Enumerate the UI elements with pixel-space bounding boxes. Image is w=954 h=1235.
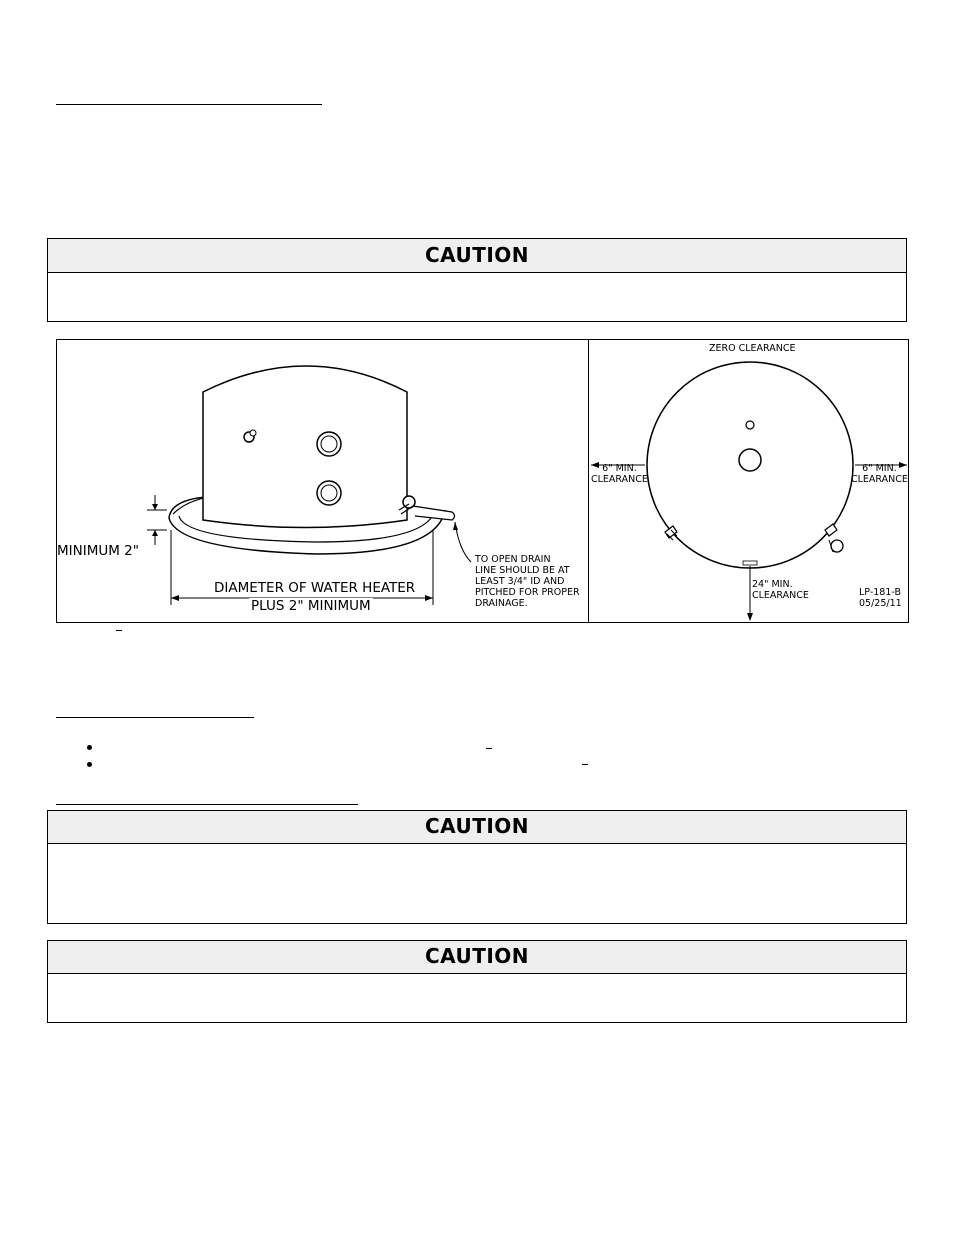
section-heading-underline	[56, 717, 254, 718]
drain-note-line: LEAST 3/4" ID AND	[475, 576, 565, 587]
diameter-label-line1: DIAMETER OF WATER HEATER	[214, 580, 416, 596]
zero-clearance-label: ZERO CLEARANCE	[709, 343, 796, 354]
caution-header	[48, 239, 906, 273]
drain-note-line: LINE SHOULD BE AT	[475, 565, 570, 576]
right-clearance-line: 6" MIN.	[862, 463, 897, 474]
caution-label: CAUTION	[424, 944, 530, 968]
drain-note-line: TO OPEN DRAIN	[475, 554, 551, 565]
drawing-reference	[859, 587, 902, 609]
bottom-clearance-line: CLEARANCE	[752, 590, 809, 601]
diameter-label-line2: PLUS 2" MINIMUM	[251, 598, 371, 614]
caution-box-3	[47, 940, 907, 1023]
section-heading-underline	[56, 104, 322, 105]
text-mark	[582, 764, 588, 765]
left-clearance-label	[591, 463, 648, 485]
caution-box-2	[47, 810, 907, 924]
drain-note-line: PITCHED FOR PROPER	[475, 587, 580, 598]
right-clearance-label	[851, 463, 908, 485]
caution-label: CAUTION	[424, 814, 530, 838]
bullet-marker	[87, 762, 92, 767]
text-mark	[116, 630, 122, 631]
bullet-marker	[87, 745, 92, 750]
section-heading-underline	[56, 804, 358, 805]
drain-note	[475, 554, 580, 609]
bottom-clearance-line: 24" MIN.	[752, 579, 793, 590]
bottom-clearance-label	[752, 579, 809, 601]
text-mark	[486, 748, 492, 749]
drain-note-line: DRAINAGE.	[475, 598, 528, 609]
right-clearance-line: CLEARANCE	[851, 474, 908, 485]
caution-header	[48, 941, 906, 974]
drawing-id: LP-181-B	[859, 587, 901, 598]
minimum-2-label: MINIMUM 2"	[57, 543, 139, 559]
drawing-date: 05/25/11	[859, 598, 902, 609]
caution-header	[48, 811, 906, 844]
caution-box-1	[47, 238, 907, 322]
left-clearance-line: CLEARANCE	[591, 474, 648, 485]
caution-label: CAUTION	[424, 243, 530, 267]
installation-figure	[56, 339, 909, 623]
left-clearance-line: 6" MIN.	[602, 463, 637, 474]
